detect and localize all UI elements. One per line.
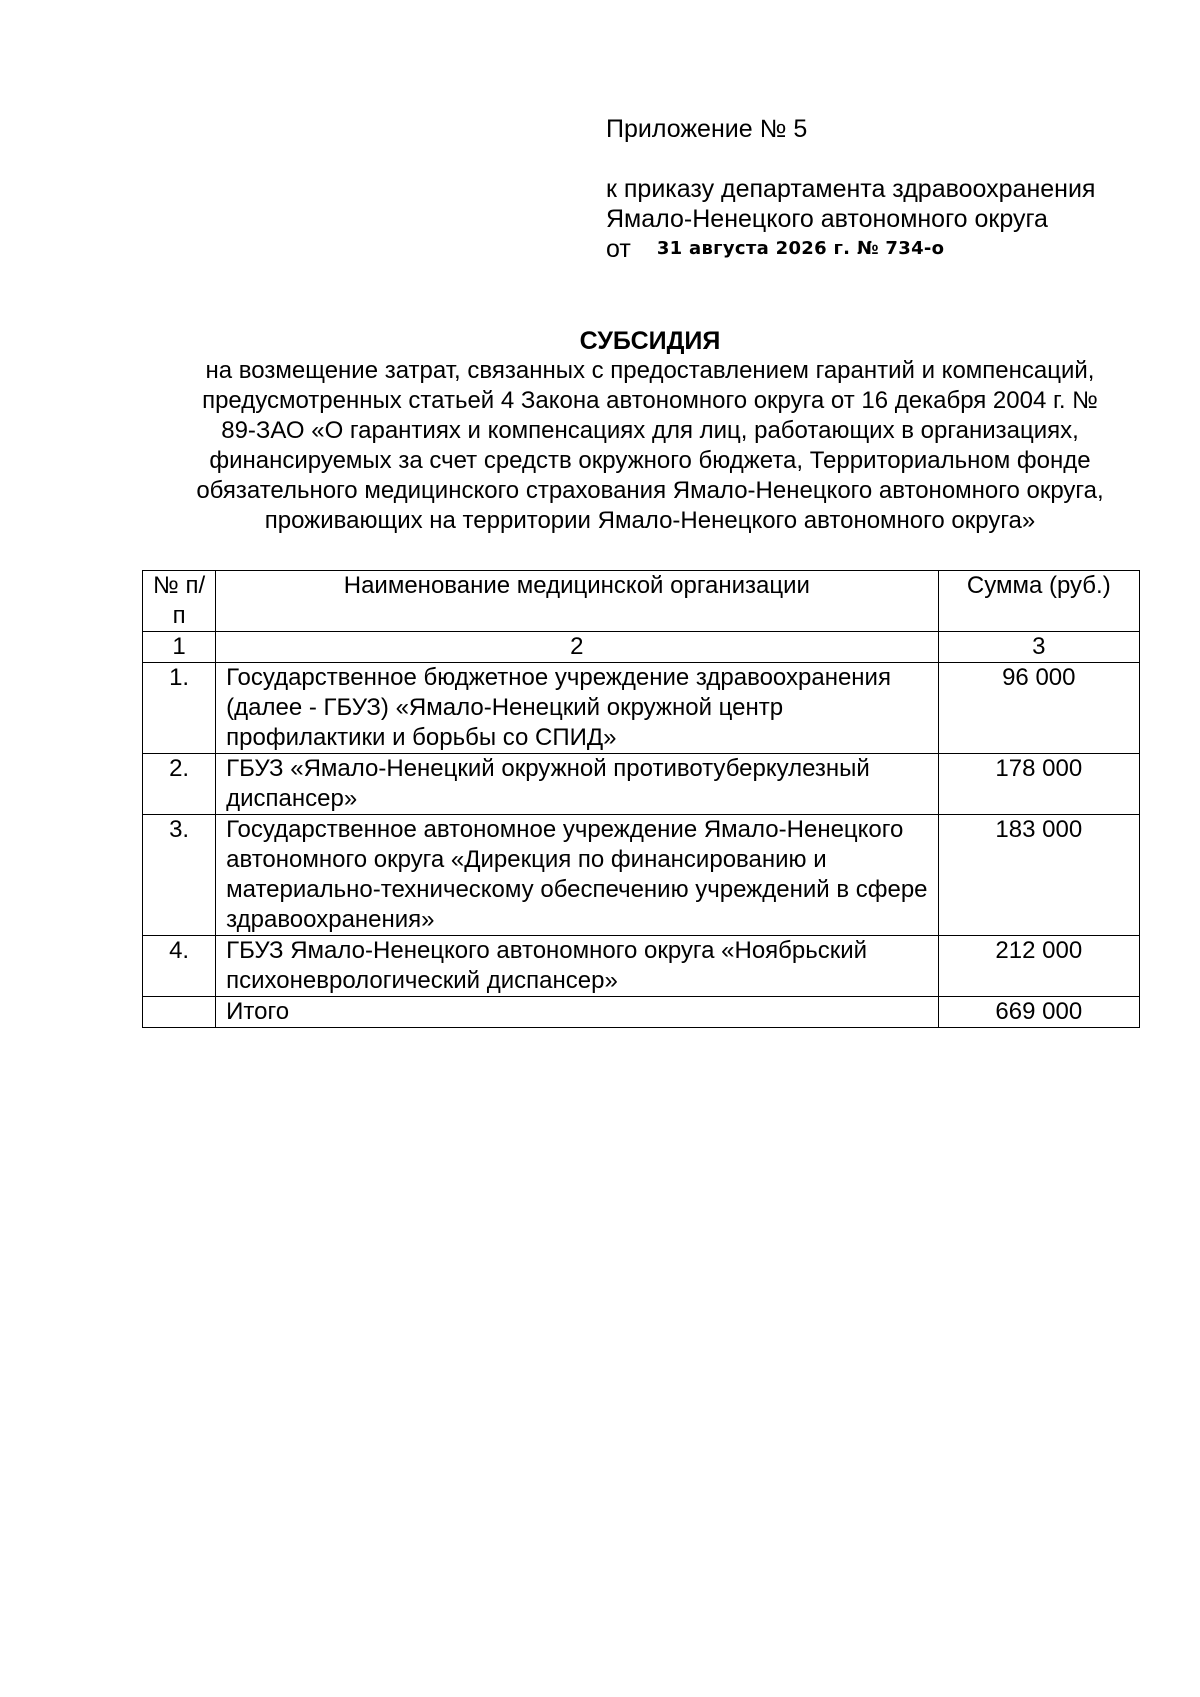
total-label: Итого	[216, 997, 938, 1028]
total-row	[143, 997, 1140, 1028]
total-num	[143, 997, 216, 1028]
table-row	[143, 754, 1140, 815]
table-row	[143, 936, 1140, 997]
row-num: 3.	[143, 815, 216, 936]
row-sum: 212 000	[938, 936, 1139, 997]
appendix-order-line-2: Ямало-Ненецкого автономного округа	[606, 205, 1048, 233]
document-subtitle-line: финансируемых за счет средств окружного бюджета, Территориальном фонде	[209, 447, 1091, 474]
document-subtitle	[130, 356, 1170, 536]
column-index: 1	[143, 632, 216, 663]
row-num: 1.	[143, 663, 216, 754]
row-sum: 183 000	[938, 815, 1139, 936]
document-subtitle-line: обязательного медицинского страхования Ямало-Ненецкого автономного округа,	[196, 477, 1104, 504]
table-header-row	[143, 571, 1140, 632]
header-name: Наименование медицинской организации	[216, 571, 938, 632]
appendix-header	[606, 114, 1166, 267]
table-row	[143, 663, 1140, 754]
document-title-block	[130, 326, 1170, 536]
row-organization: Государственное бюджетное учреждение здравоохранения (далее - ГБУЗ) «Ямало-Ненецкий окружной центр профилактики и борьбы со СПИД»	[216, 663, 938, 754]
total-sum: 669 000	[938, 997, 1139, 1028]
table-row	[143, 815, 1140, 936]
row-sum: 178 000	[938, 754, 1139, 815]
document-subtitle-line: 89-ЗАО «О гарантиях и компенсациях для лиц, работающих в организациях,	[221, 417, 1079, 444]
header-sum: Сумма (руб.)	[938, 571, 1139, 632]
column-index: 3	[938, 632, 1139, 663]
row-organization: Государственное автономное учреждение Ямало-Ненецкого автономного округа «Дирекция по финансированию и материально-техническому обеспечению учреждений в сфере здравоохранения»	[216, 815, 938, 936]
row-organization: ГБУЗ «Ямало-Ненецкий окружной противотуберкулезный диспансер»	[216, 754, 938, 815]
row-sum: 96 000	[938, 663, 1139, 754]
document-subtitle-line: на возмещение затрат, связанных с предоставлением гарантий и компенсаций,	[205, 357, 1095, 384]
row-num: 4.	[143, 936, 216, 997]
document-title: СУБСИДИЯ	[579, 327, 721, 355]
row-num: 2.	[143, 754, 216, 815]
row-organization: ГБУЗ Ямало-Ненецкого автономного округа «Ноябрьский психоневрологический диспансер»	[216, 936, 938, 997]
column-index: 2	[216, 632, 938, 663]
document-subtitle-line: предусмотренных статьей 4 Закона автономного округа от 16 декабря 2004 г. №	[202, 387, 1098, 414]
appendix-from-label: от	[606, 235, 631, 263]
appendix-order-line-3	[606, 234, 1166, 267]
appendix-title: Приложение № 5	[606, 115, 808, 143]
header-num: № п/п	[143, 571, 216, 632]
appendix-order-line-1: к приказу департамента здравоохранения	[606, 175, 1096, 203]
column-index-row	[143, 632, 1140, 663]
subsidy-table	[142, 570, 1140, 1028]
appendix-order-date: 31 августа 2026 г. № 734-о	[656, 238, 945, 259]
document-subtitle-line: проживающих на территории Ямало-Ненецкого автономного округа»	[264, 507, 1036, 534]
